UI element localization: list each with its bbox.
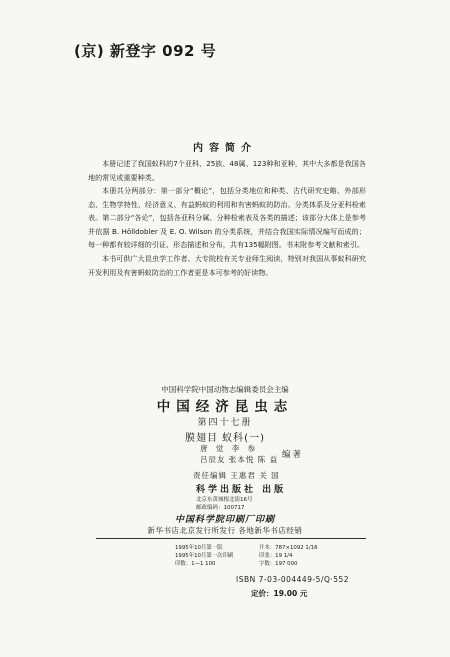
volume-subtitle: 膜翅目 蚁科(一): [185, 433, 265, 444]
series-title: 中国经济昆虫志: [156, 399, 294, 415]
divider: [96, 538, 366, 539]
distributor: 新华书店北京发行所发行 各地新华书店经销: [147, 526, 303, 535]
print-info-cell: 字数：197 000: [259, 561, 298, 567]
isbn: ISBN 7-03-004449-5/Q·552: [236, 575, 350, 584]
print-info-cell: 1995年10月第一次印刷: [175, 553, 234, 559]
summary-paragraph-1: 本册记述了我国蚁科的7个亚科、25族、48属、123种和亚种，其中大多都是我国各地的常见或重要种类。: [88, 159, 366, 182]
price: 定价：19.00 元: [251, 589, 308, 598]
print-info-table: [175, 544, 318, 568]
printer: 中国科学院印刷厂印刷: [174, 515, 275, 525]
editorial-committee: 中国科学院中国动物志编辑委员会主编: [161, 385, 289, 394]
responsible-editor: 责任编辑 王惠君 关 国: [193, 471, 280, 480]
publisher-address-block: [196, 496, 253, 512]
publisher: 科学出版社 出版: [196, 485, 287, 495]
print-info-row: [175, 552, 318, 560]
print-info-cell: 印张：19 1/4: [259, 553, 293, 559]
authors-line-2: 吕辰友 张本悦 陈 益: [200, 455, 279, 464]
publisher-address: 北京东黄城根北街16号: [196, 497, 253, 503]
postal-code: 邮政编码：100717: [196, 505, 245, 511]
summary-title: 内容简介: [193, 143, 257, 154]
license-number: (京) 新登字 092 号: [74, 42, 217, 60]
print-info-row: [175, 544, 318, 552]
authors-role: 编著: [282, 450, 304, 460]
summary-paragraph-3: 本书可供广大昆虫学工作者、大专院校有关专业师生阅读，特别对我国从事蚁科研究开发利用及有害蚂蚁防治的工作者更是本可参考的好读物。: [88, 254, 366, 277]
authors: [200, 443, 278, 465]
print-info-cell: 印数：1—1 100: [175, 561, 216, 567]
volume-number: 第四十七册: [197, 418, 253, 428]
print-info-cell: 1995年10月第一版: [175, 545, 223, 551]
print-info-cell: 开本：787×1092 1/16: [259, 545, 318, 551]
print-info-row: [175, 560, 318, 568]
summary-paragraph-2: 本册共分两部分：第一部分“概论”，包括分类地位和种类、古代研究史略、外部形态、生物学特性、经济意义、有益蚂蚁的利用和有害蚂蚁的防治、分类体系及分亚科检索表。第二部分“各论”，包括各亚科分属、分种检索表及各类的描述；该部分大体上是参考并依据 B. Hölldobler 及 E. O. Wilson 的分类系统，并结合我国实际情况编写而成的；每一种都有较详细的引证、形态描述和分布，共有135幅附图。书末附参考文献和索引。: [88, 186, 366, 250]
authors-line-1: 唐 觉 李 参: [200, 444, 259, 453]
